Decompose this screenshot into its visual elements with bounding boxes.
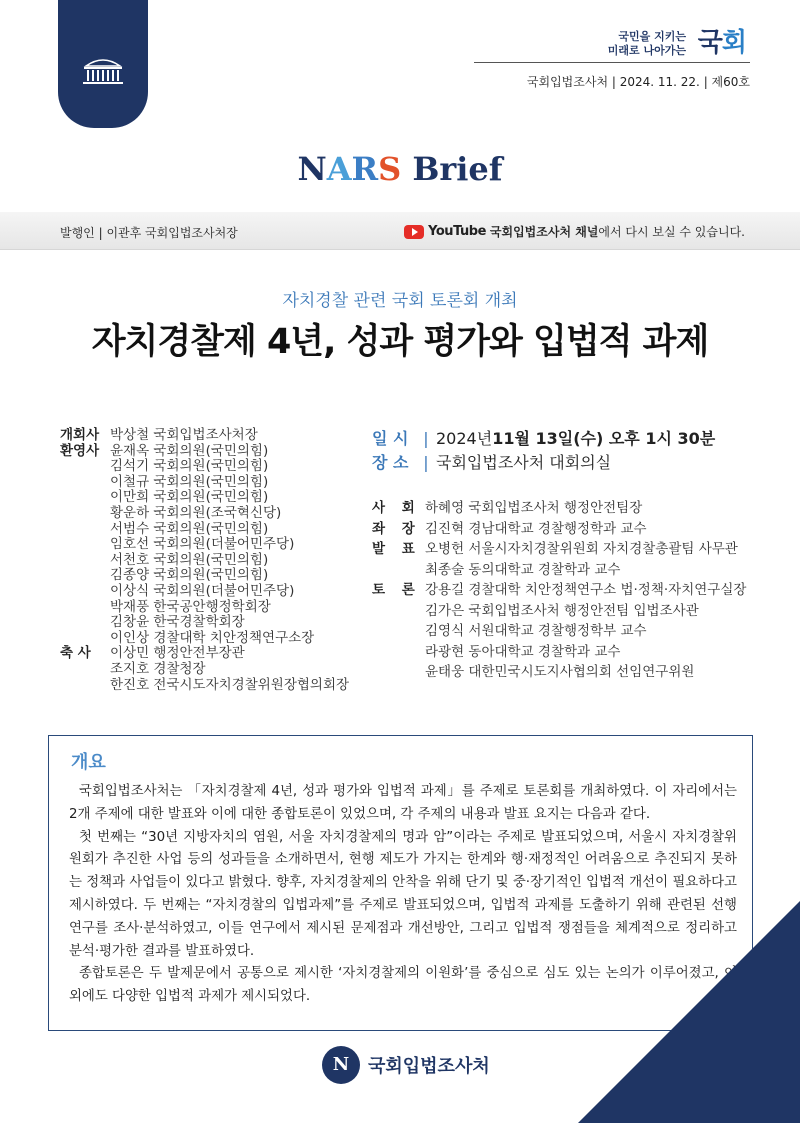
footer-logo [322,1046,490,1084]
congrats-name: 조지호 경찰청장 [110,661,206,677]
host-name: 박상철 국회입법조사처장 [110,427,258,443]
youtube-wordmark: YouTube [428,224,486,239]
subtitle: 자치경찰 관련 국회 토론회 개최 [282,291,518,311]
youtube-notice[interactable] [404,223,745,240]
page-title: 자치경찰제 4년, 성과 평가와 입법적 과제 [91,322,709,362]
date-row [372,427,715,451]
publisher-bar [0,212,800,250]
emblem-tab [58,0,148,128]
congrats-label: 축 사 [60,645,91,661]
welcome-name: 윤재옥 국회의원(국민의힘) [110,442,269,459]
slogan-logo [550,22,750,62]
welcome-name: 김종양 국회의원(국민의힘) [110,567,269,584]
footer-org-name: 국회입법조사처 [368,1056,490,1077]
welcome-name: 서범수 국회의원(국민의힘) [110,520,269,537]
congrats-names [110,662,380,693]
corner-decoration [578,901,800,1123]
date-label: 일 시 [372,429,409,448]
welcome-name: 서천호 국회의원(국민의힘) [110,551,269,568]
welcome-name: 김석기 국회의원(국민의힘) [110,458,269,475]
welcome-name: 이인상 경찰대학 치안정책연구소장 [110,629,315,646]
slogan-line1: 국민을 지키는 [618,30,686,43]
date-separator: | [423,429,429,448]
date-value: 11월 13일(수) 오후 1시 30분 [492,429,716,448]
event-info [372,427,715,475]
overview-paragraph: 종합토론은 두 발제문에서 공통으로 제시한 ‘자치경찰제의 이원화’를 중심으로 심도 있는 논의가 이루어졌고, 이 외에도 다양한 입법적 과제가 제시되었다. [69,966,737,1005]
issue-info: 국회입법조사처 | 2024. 11. 22. | 제60호 [526,75,750,89]
welcome-names [110,444,380,662]
date-prefix: 2024년 [436,429,493,448]
youtube-channel: 국회입법조사처 채널 [489,225,599,239]
welcome-name: 이상식 국회의원(더불어민주당) [110,582,295,599]
welcome-name: 이철규 국회의원(국민의힘) [110,473,269,490]
national-assembly-icon [80,56,126,86]
welcome-name: 김창윤 한국경찰학회장 [110,614,245,631]
host-names [110,428,380,444]
youtube-icon [404,225,424,239]
place-separator: | [423,453,429,472]
nars-emblem-icon [322,1046,360,1084]
welcome-name: 황운하 국회의원(조국혁신당) [110,504,282,521]
congrats-name: 한진호 전국시도자치경찰위원장협의회장 [110,676,350,693]
place-value: 국회입법조사처 대회의실 [436,453,612,472]
publisher-text: 발행인 | 이관후 국회입법조사처장 [60,226,238,240]
overview-paragraph: 첫 번째는 “30년 지방자치의 염원, 서울 자치경찰제의 명과 암”이라는 주제로 발표되었으며, 서울시 자치경찰위원회가 추진한 사업 등의 성과들을 소개하면서, 현행 제도가 가지는 한계와 행·재정적인 어려움으로 추진되지 못하는 정책과 사업들이 있다고 밝혔다. 향후, 자치경찰제의 안착을 위해 단기 및 중·장기적인 입법적 개선이 필요하다고 제시하였다. 두 번째는 “자치경찰의 입법과제”를 주제로 발표되었으며, 입법적 과제를 도출하기 위해 관련된 선행연구를 조사·분석하였고, 이들 연구에서 제시된 문제점과 개선방안, 그리고 입법적 쟁점들을 체계적으로 정리하고 분석·평가한 결과를 발표하였다. [69,829,737,959]
welcome-label: 환영사 [60,442,100,459]
welcome-name: 임호선 국회의원(더불어민주당) [110,536,295,553]
overview-paragraph: 국회입법조사처는 「자치경찰제 4년, 성과 평가와 입법적 과제」를 주제로 토론회를 개최하였다. 이 자리에서는 2개 주제에 대한 발표와 이에 대한 종합토론이 있었으며, 각 주제의 내용과 발표 요지는 다음과 같다. [69,784,737,822]
welcome-name: 이만희 국회의원(국민의힘) [110,489,269,506]
place-row [372,451,715,475]
youtube-text: 에서 다시 보실 수 있습니다. [598,225,745,239]
top-divider [474,62,750,63]
host-label: 개회사 [60,427,100,443]
overview-title: 개요 [71,752,106,773]
slogan-brand: 국회 [697,28,746,58]
place-label: 장 소 [372,453,409,472]
nars-brief-logo: NARS Brief [297,150,503,188]
slogan-line2: 미래로 나아가는 [607,44,686,57]
welcome-name: 이상민 행정안전부장관 [110,645,245,662]
welcome-name: 박재풍 한국공안행정학회장 [110,598,271,615]
